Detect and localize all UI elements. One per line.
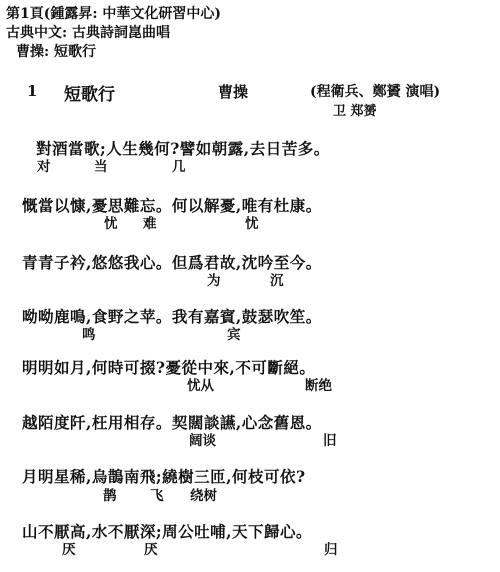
verse-line: 對酒當歌;人生幾何?譬如朝露,去日苦多。	[36, 139, 330, 158]
page-header-source: 第1頁(鍾露昇: 中華文化研習中心)	[6, 6, 222, 22]
song-title: 短歌行	[64, 85, 115, 105]
page-header-course: 古典中文: 古典詩詞崑曲唱	[6, 25, 171, 41]
verse-gloss: 忧	[104, 216, 118, 232]
verse-gloss: 阔谈	[189, 433, 216, 449]
song-author: 曹操	[218, 83, 249, 101]
verse-gloss: 几	[172, 159, 186, 175]
verse-gloss: 断绝	[305, 378, 332, 394]
verse-line: 明明如月,何時可掇?憂從中來,不可斷絕。	[22, 358, 316, 377]
verse-line: 慨當以慷,憂思難忘。何以解憂,唯有杜康。	[22, 196, 322, 215]
verse-gloss: 绕树	[190, 488, 217, 504]
page-header-title: 曹操: 短歌行	[16, 44, 97, 60]
verse-gloss: 飞	[150, 488, 164, 504]
song-number: 1	[27, 82, 38, 100]
verse-line: 月明星稀,烏鵲南飛;繞樹三匝,何枝可依?	[22, 467, 306, 486]
verse-gloss: 旧	[323, 433, 337, 449]
verse-gloss: 对	[37, 159, 51, 175]
verse-gloss: 鸣	[82, 327, 96, 343]
verse-gloss: 厌	[144, 542, 158, 558]
verse-gloss: 厌	[62, 542, 76, 558]
verse-line: 山不厭高,水不厭深;周公吐哺,天下歸心。	[22, 522, 313, 541]
verse-line: 呦呦鹿鳴,食野之苹。我有嘉賓,鼓瑟吹笙。	[22, 307, 322, 326]
verse-gloss: 忧从	[187, 378, 214, 394]
verse-gloss: 鹊	[103, 488, 117, 504]
verse-gloss: 难	[143, 216, 157, 232]
verse-gloss: 宾	[227, 327, 241, 343]
verse-line: 越陌度阡,枉用相存。契闊談讌,心念舊恩。	[22, 413, 322, 432]
song-performers: (程衛兵、鄭贇 演唱)	[310, 84, 441, 100]
verse-gloss: 归	[324, 542, 338, 558]
verse-gloss: 沉	[270, 273, 284, 289]
verse-line: 青青子衿,悠悠我心。但爲君故,沈吟至今。	[22, 253, 322, 272]
verse-gloss: 为	[207, 273, 221, 289]
song-performers-simplified: 卫 郑赟	[333, 104, 377, 119]
verse-gloss: 忧	[245, 216, 259, 232]
verse-gloss: 当	[94, 159, 108, 175]
